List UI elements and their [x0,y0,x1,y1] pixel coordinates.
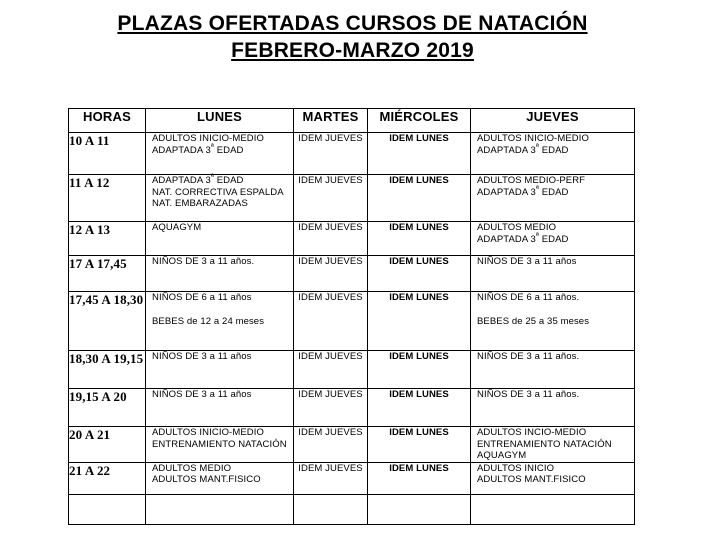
table-header-row [69,109,635,133]
cell-martes: IDEM JUEVES [294,462,368,494]
page-title [0,0,705,64]
cell-horas [69,494,146,524]
cell-horas: 20 A 21 [69,427,146,463]
table-row [69,133,635,175]
table-row [69,351,635,389]
cell-miercoles: IDEM LUNES [368,462,471,494]
cell-horas: 19,15 A 20 [69,389,146,427]
cell-lunes: NIÑOS DE 3 a 11 años. [146,256,294,292]
table-row [69,256,635,292]
column-header-jueves: JUEVES [471,109,635,133]
cell-martes: IDEM JUEVES [294,256,368,292]
cell-miercoles: IDEM LUNES [368,133,471,175]
cell-lunes: ADULTOS MEDIO ADULTOS MANT.FISICO [146,462,294,494]
cell-horas: 21 A 22 [69,462,146,494]
cell-horas: 12 A 13 [69,222,146,256]
cell-jueves: ADULTOS MEDIO-PERF ADAPTADA $3^ª$ EDAD [471,175,635,222]
cell-lunes: AQUAGYM [146,222,294,256]
cell-lunes: NIÑOS DE 3 a 11 años [146,351,294,389]
cell-jueves: ADULTOS MEDIO ADAPTADA $3^ª$ EDAD [471,222,635,256]
cell-lunes: NIÑOS DE 6 a 11 años BEBES de 12 a 24 meses [146,292,294,351]
cell-martes: IDEM JUEVES [294,389,368,427]
cell-jueves: NIÑOS DE 6 a 11 años. BEBES de 25 a 35 meses [471,292,635,351]
cell-lunes: NIÑOS DE 3 a 11 años [146,389,294,427]
column-header-martes: MARTES [294,109,368,133]
cell-jueves: NIÑOS DE 3 a 11 años [471,256,635,292]
schedule-table [68,108,635,525]
cell-miercoles: IDEM LUNES [368,222,471,256]
cell-miercoles [368,494,471,524]
table-row [69,427,635,463]
cell-miercoles: IDEM LUNES [368,256,471,292]
schedule-table-container [68,108,634,525]
cell-martes [294,494,368,524]
cell-jueves: ADULTOS INICIO-MEDIO ADAPTADA $3^ª$ EDAD [471,133,635,175]
cell-horas: 11 A 12 [69,175,146,222]
title-line-2: FEBRERO-MARZO 2019 [231,39,474,62]
cell-lunes: ADAPTADA $3^ª$ EDAD NAT. CORRECTIVA ESPALDA NAT. EMBARAZADAS [146,175,294,222]
cell-miercoles: IDEM LUNES [368,175,471,222]
cell-martes: IDEM JUEVES [294,292,368,351]
cell-horas: 17 A 17,45 [69,256,146,292]
cell-martes: IDEM JUEVES [294,427,368,463]
cell-miercoles: IDEM LUNES [368,351,471,389]
cell-miercoles: IDEM LUNES [368,292,471,351]
table-row [69,292,635,351]
cell-horas: 18,30 A 19,15 [69,351,146,389]
column-header-miercoles: MIÉRCOLES [368,109,471,133]
cell-lunes [146,494,294,524]
table-row [69,222,635,256]
title-line-1: PLAZAS OFERTADAS CURSOS DE NATACIÓN [117,12,588,35]
cell-horas: 10 A 11 [69,133,146,175]
column-header-lunes: LUNES [146,109,294,133]
cell-jueves [471,494,635,524]
cell-martes: IDEM JUEVES [294,351,368,389]
cell-martes: IDEM JUEVES [294,222,368,256]
cell-jueves: NIÑOS DE 3 a 11 años. [471,389,635,427]
cell-jueves: NIÑOS DE 3 a 11 años. [471,351,635,389]
cell-lunes: ADULTOS INICIO-MEDIO ADAPTADA $3^ª$ EDAD [146,133,294,175]
cell-jueves: ADULTOS INICIO ADULTOS MANT.FISICO [471,462,635,494]
cell-miercoles: IDEM LUNES [368,427,471,463]
cell-miercoles: IDEM LUNES [368,389,471,427]
table-row [69,462,635,494]
table-row [69,494,635,524]
column-header-horas: HORAS [69,109,146,133]
cell-lunes: ADULTOS INICIO-MEDIO ENTRENAMIENTO NATACIÓN [146,427,294,463]
cell-horas: 17,45 A 18,30 [69,292,146,351]
cell-martes: IDEM JUEVES [294,133,368,175]
cell-martes: IDEM JUEVES [294,175,368,222]
table-row [69,389,635,427]
table-row [69,175,635,222]
cell-jueves: ADULTOS INCIO-MEDIO ENTRENAMIENTO NATACIÓN AQUAGYM [471,427,635,463]
